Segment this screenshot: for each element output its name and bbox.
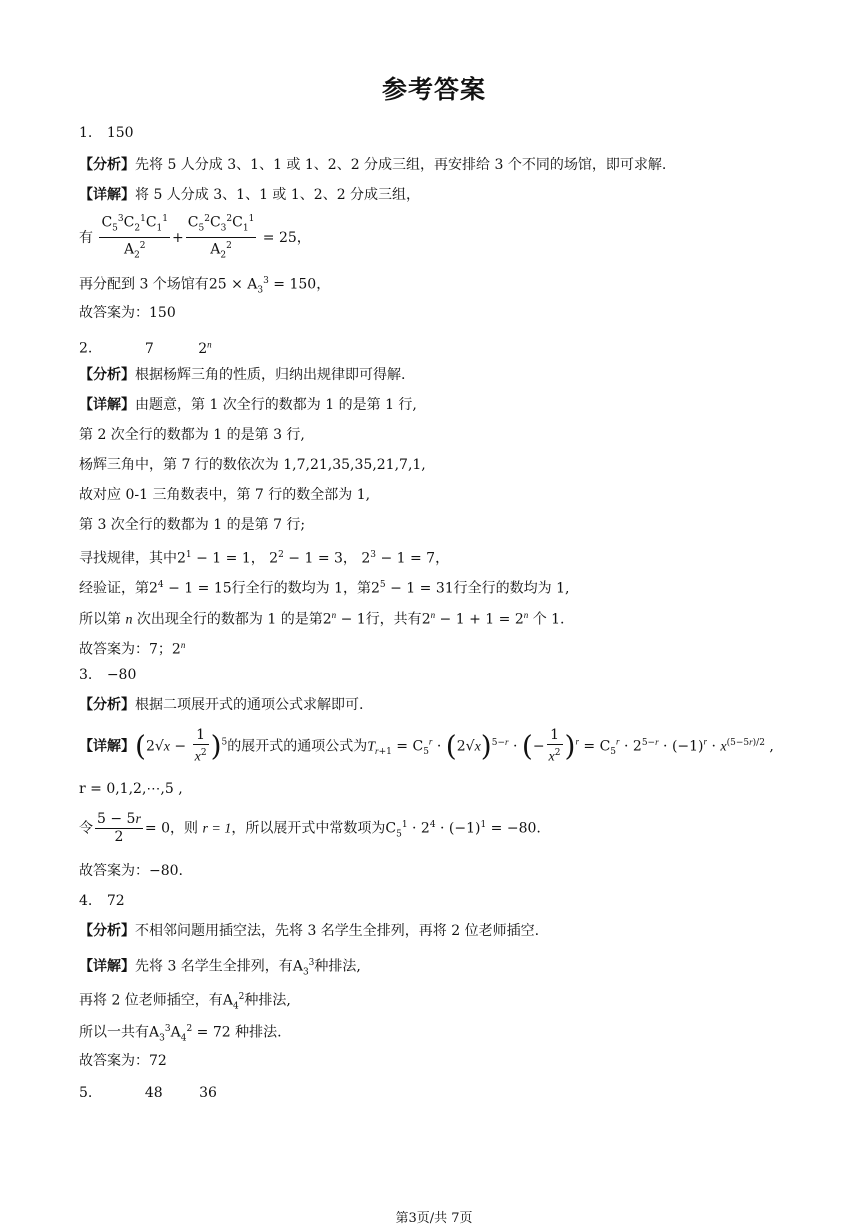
let-end: ，所以展开式中常数项为 [231,820,386,837]
q2-conclusion: 故答案为：7；2$^n$ [79,640,186,658]
formula-result: = 25， [262,229,311,246]
so-mid2: 行，共有 [365,611,422,628]
q5-number: 5. [79,1085,93,1101]
q1-answer: 150 [106,125,134,141]
so-mid: 次出现全行的数都为 1 的是第 [136,611,323,628]
q4-answer: 72 [106,893,125,909]
line3-end: = 72 种排法. [196,1024,282,1041]
line3-prefix: 所以一共有 [79,1024,149,1041]
detail-tag: 【详解】 [79,958,135,975]
line2-end: 种排法, [244,992,291,1009]
page-footer: 第3页/共 7页 [395,1211,473,1226]
q1-number: 1. [79,125,93,141]
q2-answer1: 7 [144,340,154,357]
q2-line: 故对应 0-1 三角数表中，第 7 行的数全部为 1, [79,487,371,503]
q1-analysis [79,156,666,174]
q2-line: 第 3 次全行的数都为 1 的是第 7 行; [79,517,306,533]
detail-text: 将 5 人分成 3、1、1 或 1、2、2 分成三组， [135,187,421,203]
verify-end: 行全行的数均为 1, [453,580,570,597]
analysis-text: 根据杨辉三角的性质，归纳出规律即可得解. [135,367,406,383]
let-mid: = 0，则 [144,820,198,837]
let-prefix: 令 [79,820,93,837]
conclusion-prefix: 故答案为：7； [79,641,172,658]
q1-assign: 再分配到 3 个场馆有$25 \times A_3^3 = 150$， [79,276,331,296]
analysis-tag: 【分析】 [79,923,135,939]
formula-prefix: 有 [79,229,93,246]
analysis-text: 根据二项展开式的通项公式求解即可. [135,697,364,713]
let-r: r = 1 [202,821,232,837]
q2-verify: 经验证，第$2^4 - 1 = 15$行全行的数均为 1，第$2^5 - 1 = 31$行全行的数均为 1, [79,580,570,597]
q3-detail: 【详解】(2√x − $\frac{1}{x^2}$ )$^5$的展开式的通项公式为$T_{r+1} = C_5^r \cdot (2√x)^{5-r}$ · (− $\frac{1}{x^2}$ )$^r = C_5^r \cdot 2^{5-r} \cdot (-1)^r \cdot x^{(5-5r)/2}$ , [79,727,774,765]
q3-number: 3. [79,667,93,683]
verify-mid: 行全行的数均为 1，第 [231,580,371,597]
detail-tag: 【详解】 [79,397,135,413]
q3-answer: −80 [106,667,137,683]
q1-formula: 有 $\frac{C_5^3C_2^1C_1^1}{A_2^2}$ + $\frac{C_5^2C_3^2C_1^1}{A_2^2}$ = 25， [79,212,311,264]
q2-rule: 寻找规律，其中$2^1 - 1 = 1$， $2^2 - 1 = 3$， $2^3 - 1 = 7$， [79,550,450,567]
q2-header: 2. 7 2$^n$ [79,339,212,357]
q1-header [79,124,134,142]
q4-header [79,892,125,910]
q4-conclusion: 故答案为：72 [79,1053,167,1069]
conclusion-val: 2 [171,641,181,658]
q4-detail: 【详解】先将 3 名学生全排列，有$A_3^3$种排法, [79,958,361,978]
detail-end: 种排法, [314,958,361,975]
analysis-text: 先将 5 人分成 3、1、1 或 1、2、2 分成三组，再安排给 3 个不同的场馆，即可求解. [135,157,667,173]
q1-conclusion: 故答案为：150 [79,305,176,321]
detail-tag: 【详解】 [79,738,135,755]
q5-answer2: 36 [199,1085,217,1101]
detail-tag: 【详解】 [79,187,135,203]
q4-analysis [79,922,539,940]
q2-number: 2. [79,340,93,357]
q2-analysis [79,366,405,384]
q4-line3: 所以一共有$A_3^3A_4^2 = 72$ 种排法. [79,1024,282,1044]
q3-let: 令 $\frac{5 - 5r}{2}$ = 0，则 r = 1，所以展开式中常数项为$C_5^1 \cdot 2^4 \cdot (-1)^1 = -80$. [79,811,541,845]
q3-header [79,666,136,684]
q3-conclusion: 故答案为：−80. [79,863,183,879]
q2-so: 所以第 n 次出现全行的数都为 1 的是第$2^n - 1$行，共有$2^n - 1 + 1 = 2^n$ 个 1. [79,610,565,628]
q3-r-range: r = 0,1,2,⋯,5 , [79,781,183,797]
so-prefix: 所以第 [79,611,121,628]
analysis-tag: 【分析】 [79,697,135,713]
analysis-text: 不相邻问题用插空法，先将 3 名学生全排列，再将 2 位老师插空. [135,923,540,939]
q5-answer1: 48 [144,1085,163,1101]
fraction: $\frac{C_5^2C_3^2C_1^1}{A_2^2}$ [187,214,255,261]
detail-prefix: 先将 3 名学生全排列，有 [135,958,293,975]
q2-answer2: 2 [198,340,208,357]
rule-prefix: 寻找规律，其中 [79,550,177,567]
assign-expr: 25 × A [208,276,258,293]
q4-line2: 再将 2 位老师插空，有$A_4^2$种排法, [79,992,291,1012]
analysis-tag: 【分析】 [79,157,135,173]
q5-header [79,1084,217,1102]
verify-prefix: 经验证，第 [79,580,149,597]
detail-text: 由题意，第 1 次全行的数都为 1 的是第 1 行, [135,397,417,413]
assign-prefix: 再分配到 3 个场馆有 [79,276,209,293]
fraction: $\frac{C_5^3C_2^1C_1^1}{A_2^2}$ [101,214,169,261]
q2-line: 第 2 次全行的数都为 1 的是第 3 行, [79,427,305,443]
analysis-tag: 【分析】 [79,367,135,383]
q1-detail [79,186,420,204]
page-title: 参考答案 [381,75,486,104]
detail-mid: 的展开式的通项公式为 [227,738,368,755]
let-value: = −80. [490,820,541,837]
line2-prefix: 再将 2 位老师插空，有 [79,992,223,1009]
assign-result: = 150， [268,276,331,293]
q3-analysis [79,696,363,714]
q4-number: 4. [79,893,93,909]
so-end: 个 1. [532,611,565,628]
q2-line: 杨辉三角中，第 7 行的数依次为 1,7,21,35,35,21,7,1, [79,457,426,473]
q2-detail [79,396,417,414]
